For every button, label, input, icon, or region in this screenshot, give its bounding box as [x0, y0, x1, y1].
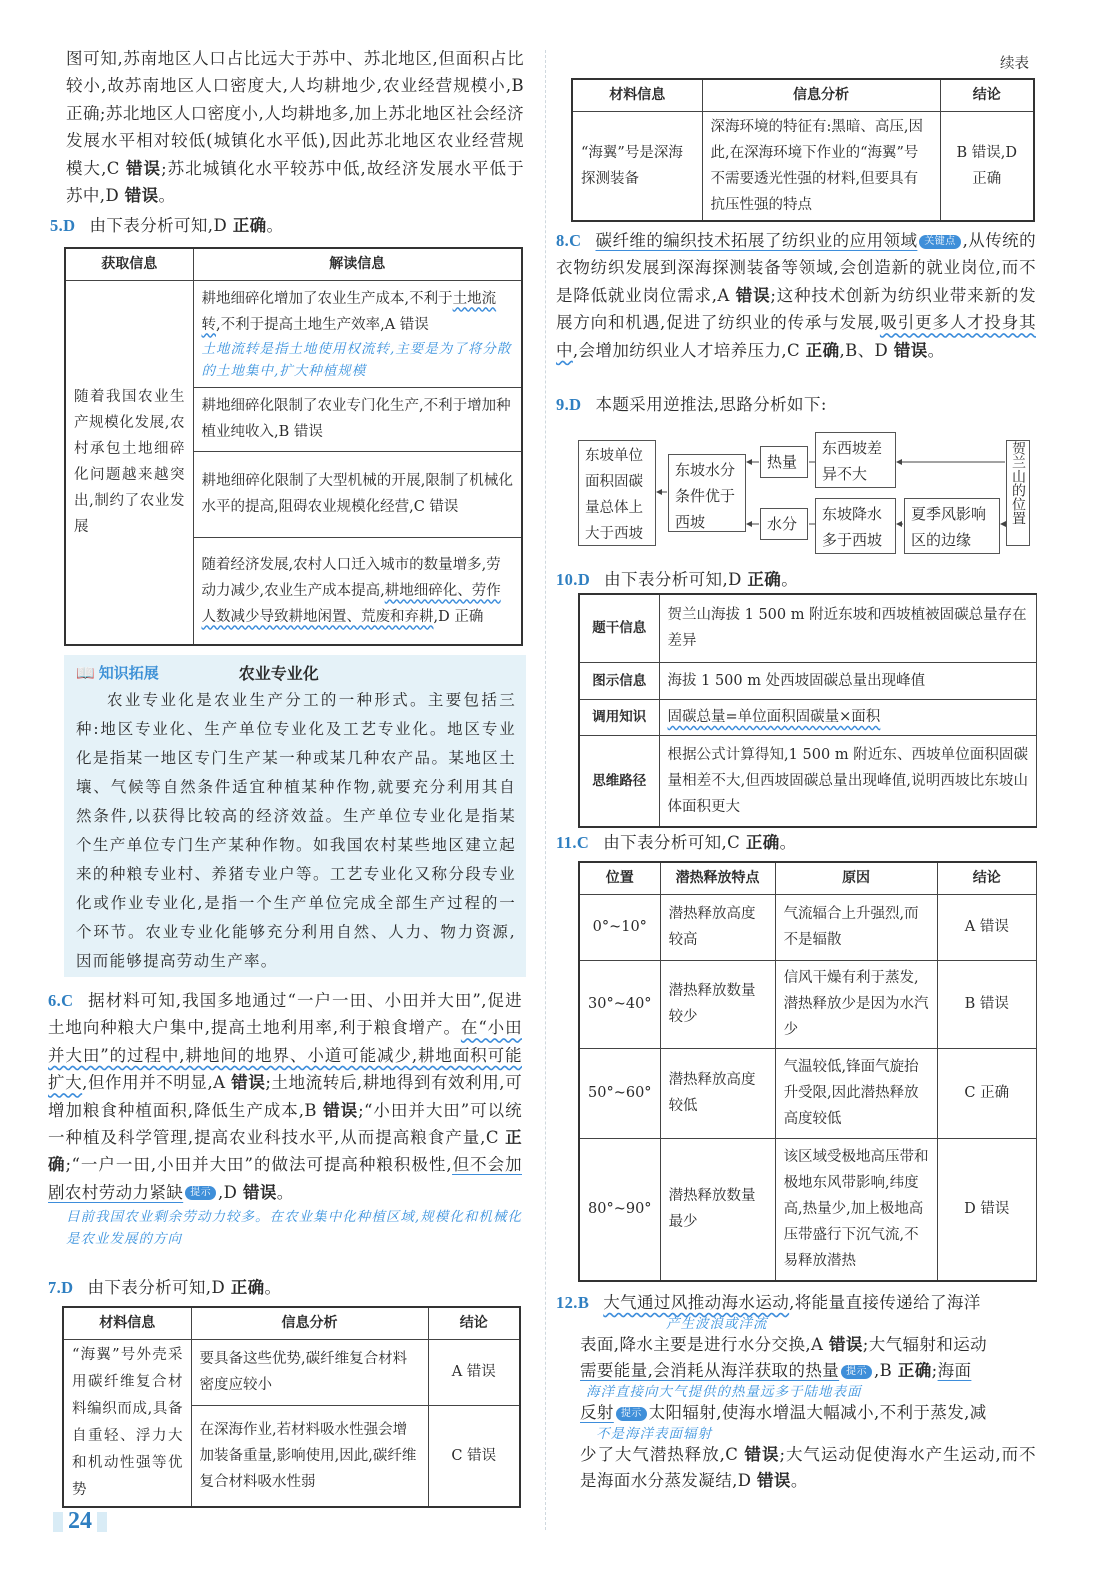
- text-segment: 耕地细碎化限制了大型机械的开展,限制了机械化水平的提高,阻碍农业规模化经营,C 错误: [201, 473, 513, 515]
- text-segment: ,从传统的衣物纺织发展到深海探测装备等领域,会创造新的就业岗位,而不是降低就业岗位需求,A: [556, 231, 1036, 305]
- text-segment: ;这种技术创新为纺织业带来新的发展方向和机遇,促进了纺织业的传承与发展,: [556, 285, 1036, 333]
- table-row: [579, 960, 1037, 1048]
- hint-badge: 提示: [185, 1186, 216, 1200]
- page-number: 24: [48, 1508, 112, 1535]
- text-line: [556, 1358, 1036, 1384]
- underlined-text: 碳纤维的编织技术拓展了纺织业的应用领域: [595, 231, 918, 250]
- text-line: [556, 1332, 1036, 1358]
- text-segment: 由下表分析可知,C: [603, 833, 746, 852]
- table-cell: [193, 387, 522, 451]
- table-cell: 在深海作业,若材料吸水性强会增加装备重量,影响使用,因此,碳纤维复合材料吸水性弱: [191, 1405, 428, 1506]
- text-segment: 图可知,苏南地区人口占比远大于苏中、苏北地区,但面积占比较小,故苏南地区人口密度大,人均耕地少,农业经营规模小,B: [66, 49, 524, 96]
- verdict-text: 正确: [48, 1128, 522, 1175]
- table-cell: [659, 662, 1037, 699]
- knowledge-body: 农业专业化是农业生产分工的一种形式。主要包括三种:地区专业化、生产单位专业化及工艺专业化。地区专业化是指某一地区专门生产某一种或某几种农产品。某地区土壤、气候等自然条件适宜种植某种作物,就要充分利用其自然条件,以获得比较高的经济效益。生产单位专业化是指某个生产单位专门生产某种作物。如我国农村某些地区建立起来的种粮专业村、养猪专业户等。工艺专业化又称分段专业化或作业专业化,是指一个生产单位完成全部生产过程的一个环节。农业专业化能够充分利用自然、人力、物力资源,因而能够提高劳动生产率。: [76, 691, 516, 970]
- table-header: 潜热释放特点: [660, 862, 775, 894]
- table-row: [579, 1048, 1037, 1138]
- text-segment: ,将能量直接传递给了海洋: [789, 1293, 981, 1312]
- underlined-text: 需要能量,会消耗从海洋获取的热量: [580, 1361, 840, 1380]
- text-segment: 太阳辐射,使海水增温大幅减小,不利于蒸发,减: [648, 1403, 987, 1422]
- text-segment: ;苏北城镇化水平较苏中低,故经济发展水平低于苏中,D: [66, 158, 524, 206]
- underlined-text: 吸引更多人才投身其中: [556, 313, 1036, 360]
- verdict-text: 错误: [893, 340, 928, 360]
- answer-10: [556, 566, 1036, 593]
- table-continued: [571, 78, 1035, 222]
- text-line: [556, 1442, 1036, 1494]
- answer-number: 12.B: [556, 1293, 590, 1312]
- text-segment: 据材料可知,我国多地通过“一户一田、小田并大田”,促进土地向种粮大户集中,提高土地利用率,利于粮食增产。: [48, 991, 522, 1038]
- verdict-text: 错误: [323, 1100, 359, 1120]
- table-q10: [578, 593, 1037, 828]
- knowledge-box: [64, 655, 526, 977]
- text-segment: 耕地细碎化增加了农业生产成本,不利于: [201, 290, 453, 307]
- table-cell: [193, 451, 522, 537]
- underlined-text: 固碳总量=单位面积固碳量×面积: [667, 709, 881, 725]
- underlined-text: 但不会加剧农村劳动力紧缺: [48, 1155, 522, 1202]
- table-cell: [659, 735, 1037, 827]
- table-cell: “海翼”号外壳采用碳纤维复合材料编织而成,具备自重轻、浮力大和机动性强等优势: [63, 1339, 191, 1507]
- verdict-text: 错误: [735, 285, 771, 305]
- verdict-text: 错误: [744, 1445, 780, 1464]
- table-header: 信息分析: [702, 79, 940, 111]
- text-segment: 正确: [66, 103, 100, 123]
- verdict-text: 错误: [242, 1182, 277, 1202]
- verdict-text: 错误: [757, 1471, 791, 1490]
- table-cell: C 错误: [428, 1405, 520, 1506]
- hint-badge: 提示: [841, 1365, 872, 1379]
- text-segment: 贺兰山海拔 1 500 m 附近东坡和西坡植被固碳总量存在差异: [667, 607, 1027, 650]
- answer-text: [604, 570, 798, 589]
- table-key: 题干信息: [579, 594, 659, 662]
- table-cell: [659, 699, 1037, 735]
- answer-6: [48, 987, 522, 1250]
- text-segment: 由下表分析可知,D: [89, 216, 233, 235]
- table-cell: 潜热释放高度较低: [660, 1048, 775, 1138]
- text-segment: ,但作用并不明显,A: [82, 1073, 232, 1093]
- answer-8: [556, 227, 1036, 364]
- table-cell: 潜热释放数量最少: [660, 1138, 775, 1281]
- annotation-note: 土地流转是指土地使用权流转,主要是为了将分散的土地集中,扩大种植规模: [201, 340, 512, 379]
- book-icon: 📖: [76, 663, 95, 682]
- text-segment: 。: [790, 1471, 808, 1490]
- answer-number: 11.C: [556, 833, 590, 852]
- text-segment: 。: [266, 216, 284, 235]
- verdict-text: 错误: [231, 1073, 266, 1093]
- text-line: [603, 1293, 980, 1312]
- text-segment: ;“小田并大田”可以统一种植及科学管理,提高农业科技水平,从而提高粮食产量,C: [48, 1100, 522, 1148]
- text-segment: ,B: [873, 1361, 898, 1380]
- knowledge-title: 农业专业化: [238, 664, 319, 683]
- diagram-box-rain: 东坡降水多于西坡: [815, 498, 896, 554]
- verdict-text: 正确: [747, 570, 782, 589]
- text-segment: 。: [781, 570, 799, 589]
- verdict-text: 错误: [126, 158, 162, 178]
- verdict-text: 正确: [805, 340, 840, 360]
- hint-badge: 关键点: [919, 235, 960, 249]
- verdict-text: 错误: [828, 1335, 863, 1354]
- text-segment: ,不利于提高土地生产效率,A 错误: [216, 316, 429, 333]
- table-cell: 50°~60°: [579, 1048, 660, 1138]
- text-segment: 。: [779, 833, 797, 852]
- text-segment: ,D: [218, 1182, 243, 1202]
- underlined-text: 海面: [937, 1361, 972, 1380]
- answer-11: [556, 829, 1036, 856]
- answer-text: [596, 395, 827, 414]
- reasoning-diagram: [575, 432, 1035, 554]
- diagram-box-diff: 东西坡差异不大: [815, 432, 896, 488]
- verdict-text: 错误: [124, 186, 159, 206]
- table-cell: 潜热释放数量较少: [660, 960, 775, 1048]
- text-segment: 随着经济发展,农村人口迁入城市的数量增多,劳动力减少,农业生产成本提高,: [201, 556, 501, 599]
- answer-number: 10.D: [556, 570, 591, 589]
- hint-badge: 提示: [616, 1407, 647, 1421]
- text-segment: 耕地细碎化限制了农业专门化生产,不利于增加种植业纯收入,B 错误: [201, 398, 511, 440]
- underlined-text: 耕地细碎化、劳作人数减少导致耕地闲置、荒废和弃耕: [201, 582, 501, 625]
- text-line: [556, 1400, 1036, 1426]
- answer-number: 7.D: [48, 1278, 74, 1297]
- answer-5: [50, 212, 520, 239]
- answer-text: [603, 833, 796, 852]
- table-header: 信息分析: [191, 1307, 428, 1339]
- table-row: [579, 1138, 1037, 1281]
- annotation-note: 产生波浪或洋流: [666, 1316, 768, 1332]
- text-segment: ;苏北地区人口密度小,人均耕地多,加上苏北地区社会经济发展水平相对较低(城镇化水平低),因此苏北地区农业经营规模大,C: [66, 103, 524, 178]
- verdict-text: 正确: [232, 216, 267, 235]
- text-segment: ;大气辐射和运动: [862, 1335, 988, 1354]
- table-row: [579, 894, 1037, 960]
- table-cell: 80°~90°: [579, 1138, 660, 1281]
- table-cell: 该区域受极地高压带和极地东风带影响,纬度高,热量少,加上极地高压带盛行下沉气流,不易释放潜热: [775, 1138, 937, 1281]
- table-q5: [64, 247, 523, 646]
- text-segment: 。: [927, 340, 945, 360]
- answer-9: [556, 391, 1036, 418]
- column-divider: [545, 50, 546, 1530]
- table-key: 调用知识: [579, 699, 659, 735]
- answer-text: [48, 991, 522, 1202]
- answer-12: [556, 1290, 1036, 1494]
- knowledge-label: 📖 知识拓展: [76, 663, 159, 682]
- diagram-box-result: 东坡单位面积固碳量总体上大于西坡: [578, 440, 656, 546]
- table-q11: [578, 861, 1037, 1282]
- answer-number: 9.D: [556, 395, 582, 414]
- diagram-box-heat: 热量: [760, 446, 808, 478]
- table-cell: 0°~10°: [579, 894, 660, 960]
- table-header: 材料信息: [572, 79, 702, 111]
- table-cell: C 正确: [937, 1048, 1036, 1138]
- answer-text: [88, 1278, 282, 1297]
- diagram-box-monsoon: 夏季风影响区的边缘: [904, 498, 1000, 554]
- answer-number: 6.C: [48, 991, 74, 1010]
- table-key: 图示信息: [579, 662, 659, 699]
- text-line: [202, 291, 497, 333]
- underlined-text: 土地流转: [201, 290, 497, 333]
- answer-number: 5.D: [50, 216, 76, 235]
- text-segment: ;大气运动促使海水产生运动,而不是海面水分蒸发凝结,D: [580, 1445, 1036, 1490]
- text-segment: 。: [264, 1278, 282, 1297]
- table-header: 结论: [428, 1307, 520, 1339]
- text-segment: 由下表分析可知,D: [604, 570, 748, 589]
- table-cell: A 错误: [428, 1339, 520, 1405]
- table-cell: [193, 537, 522, 645]
- table-q7: [62, 1306, 521, 1508]
- annotation-note: 不是海洋表面辐射: [596, 1426, 712, 1442]
- underlined-text: 大气通过风推动海水运动: [603, 1293, 790, 1312]
- underlined-text: 在“小田并大田”的过程中,耕地间的地界、小道可能减少,耕地面积可能扩大: [48, 1018, 522, 1093]
- diagram-box-water: 水分: [760, 508, 808, 540]
- answer-text: [90, 216, 284, 235]
- annotation-note: 目前我国农业剩余劳动力较多。在农业集中化种植区域,规模化和机械化是农业发展的方向: [66, 1209, 522, 1248]
- continued-label: 续表: [1000, 56, 1029, 72]
- table-cell: 潜热释放高度较高: [660, 894, 775, 960]
- text-segment: 海拔 1 500 m 处西坡固碳总量出现峰值: [667, 672, 926, 689]
- table-cell: [193, 280, 522, 387]
- diagram-box-mid: 东坡水分条件优于西坡: [668, 454, 746, 532]
- text-segment: ,D 正确: [433, 608, 484, 625]
- text-segment: ;土地流转后,耕地得到有效利用,可增加粮食种植面积,降低生产成本,B: [48, 1073, 522, 1120]
- table-cell: 深海环境的特征有:黑暗、高压,因此,在深海环境下作业的“海翼”号不需要透光性强的材料,但要具有抗压性强的特点: [702, 111, 940, 221]
- table-cell: “海翼”号是深海探测装备: [572, 111, 702, 221]
- text-segment: 少了大气潜热释放,C: [580, 1445, 745, 1464]
- verdict-text: 正确: [230, 1278, 265, 1297]
- text-segment: 本题采用逆推法,思路分析如下:: [595, 395, 827, 414]
- answer-7: [48, 1274, 522, 1301]
- table-cell: 要具备这些优势,碳纤维复合材料密度应较小: [191, 1339, 428, 1405]
- table-cell: [659, 594, 1037, 662]
- verdict-text: 正确: [745, 833, 780, 852]
- text-segment: 表面,降水主要是进行水分交换,A: [580, 1335, 829, 1354]
- answer-text: [556, 231, 1036, 360]
- diagram-box-location: 贺兰山的位置: [1006, 440, 1030, 546]
- text-segment: ,B、D: [839, 340, 894, 360]
- text-segment: 根据公式计算得知,1 500 m 附近东、西坡单位面积固碳量相差不大,但西坡固碳总量出现峰值,说明西坡比东坡山体面积更大: [667, 746, 1028, 815]
- table-header: 获取信息: [65, 248, 193, 280]
- table-cell: 气流辐合上升强烈,而不是辐散: [775, 894, 937, 960]
- table-cell: 随着我国农业生产规模化发展,农村承包土地细碎化问题越来越突出,制约了农业发展: [65, 280, 193, 645]
- annotation-note: 海洋直接向大气提供的热量远多于陆地表面: [586, 1384, 862, 1400]
- underlined-text: 反射: [580, 1403, 614, 1422]
- table-header: 结论: [940, 79, 1034, 111]
- table-cell: 信风干燥有利于蒸发,潜热释放少是因为水汽少: [775, 960, 937, 1048]
- text-segment: 。: [158, 186, 176, 206]
- table-cell: 气温较低,锋面气旋抬升受限,因此潜热释放高度较低: [775, 1048, 937, 1138]
- answer-number: 8.C: [556, 231, 582, 250]
- table-header: 原因: [775, 862, 937, 894]
- verdict-text: 正确: [897, 1361, 932, 1380]
- table-header: 解读信息: [193, 248, 522, 280]
- table-cell: A 错误: [937, 894, 1036, 960]
- table-cell: D 错误: [937, 1138, 1036, 1281]
- intro-paragraph: [66, 45, 524, 209]
- table-header: 位置: [579, 862, 660, 894]
- table-cell: B 错误: [937, 960, 1036, 1048]
- text-segment: 由下表分析可知,D: [87, 1278, 231, 1297]
- table-header: 结论: [937, 862, 1036, 894]
- text-segment: ,会增加纺织业人才培养压力,C: [572, 340, 806, 360]
- text-segment: 。: [276, 1182, 294, 1202]
- table-header: 材料信息: [63, 1307, 191, 1339]
- table-cell: B 错误,D 正确: [940, 111, 1034, 221]
- table-key: 思维路径: [579, 735, 659, 827]
- text-segment: ;“一户一田,小田并大田”的做法可提高种粮积极性,: [65, 1155, 453, 1175]
- text-segment: ;: [931, 1361, 938, 1380]
- table-cell: 30°~40°: [579, 960, 660, 1048]
